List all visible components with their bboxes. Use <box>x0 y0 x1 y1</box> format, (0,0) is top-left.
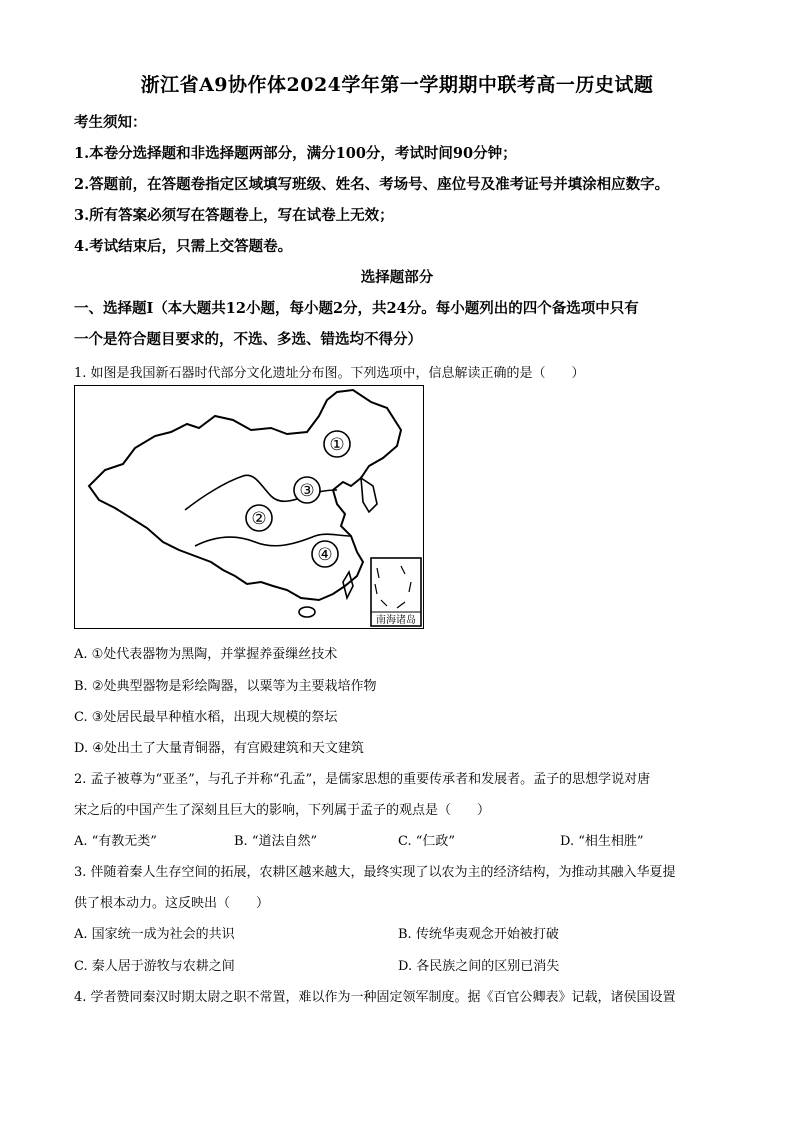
option-c: C. 秦人居于游牧与农耕之间 <box>74 959 235 974</box>
option-a: A. “有教无类” <box>74 834 157 849</box>
option-d: D. ④处出土了大量青铜器，有宫殿建筑和天文建筑 <box>74 741 364 756</box>
notice-item: 4.考试结束后，只需上交答题卷。 <box>74 238 293 255</box>
option-d: D. 各民族之间的区别已消失 <box>398 959 560 974</box>
option-a: A. ①处代表器物为黑陶，并掌握养蚕缫丝技术 <box>74 647 338 662</box>
question-stem: 1. 如图是我国新石器时代部分文化遗址分布图。下列选项中，信息解读正确的是（ ） <box>74 366 585 381</box>
site-label-1: ① <box>329 435 345 455</box>
question-stem: 供了根本动力。这反映出（ ） <box>74 896 270 911</box>
part-intro-line: 一个是符合题目要求的，不选、多选、错选均不得分） <box>74 331 422 348</box>
option-b: B. “道法自然” <box>234 834 318 849</box>
option-c: C. “仁政” <box>398 834 456 849</box>
option-a: A. 国家统一成为社会的共识 <box>74 927 235 942</box>
page-title: 浙江省A9协作体2024学年第一学期期中联考高一历史试题 <box>140 74 654 96</box>
korea-outline <box>361 478 377 512</box>
option-c: C. ③处居民最早种植水稻，出现大规模的祭坛 <box>74 710 338 725</box>
option-b: B. 传统华夷观念开始被打破 <box>398 927 559 942</box>
option-d: D. “相生相胜” <box>560 834 644 849</box>
question-stem: 宋之后的中国产生了深刻且巨大的影响，下列属于孟子的观点是（ ） <box>74 803 491 818</box>
notice-item: 3.所有答案必须写在答题卷上，写在试卷上无效； <box>74 207 394 224</box>
china-map-figure <box>75 386 423 628</box>
part-intro-line: 一、选择题Ⅰ（本大题共12小题，每小题2分，共24分。每小题列出的四个备选项中只有 <box>74 300 639 317</box>
site-label-2: ② <box>251 509 267 529</box>
question-stem: 4. 学者赞同秦汉时期太尉之职不常置，难以作为一种固定领军制度。据《百官公卿表》记载，诸侯国设置 <box>74 990 676 1005</box>
site-label-3: ③ <box>299 481 315 501</box>
notice-item: 1.本卷分选择题和非选择题两部分，满分100分，考试时间90分钟； <box>74 145 517 162</box>
site-label-4: ④ <box>317 545 333 565</box>
taiwan-island <box>343 572 353 598</box>
neolithic-sites-map <box>74 385 424 629</box>
china-outline <box>89 390 401 600</box>
option-b: B. ②处典型器物是彩绘陶器，以粟等为主要栽培作物 <box>74 679 377 694</box>
question-stem: 2. 孟子被尊为“亚圣”，与孔子并称“孔孟”，是儒家思想的重要传承者和发展者。孟子的思想学说对唐 <box>74 772 651 787</box>
inset-label: 南海诸岛 <box>376 615 416 626</box>
section-title: 选择题部分 <box>360 269 434 286</box>
question-stem: 3. 伴随着秦人生存空间的拓展，农耕区越来越大，最终实现了以农为主的经济结构，为推动其融入华夏提 <box>74 865 676 880</box>
notice-item: 2.答题前，在答题卷指定区域填写班级、姓名、考场号、座位号及准考证号并填涂相应数字。 <box>74 176 670 193</box>
notice-heading: 考生须知： <box>74 114 147 131</box>
hainan-island <box>299 607 315 617</box>
